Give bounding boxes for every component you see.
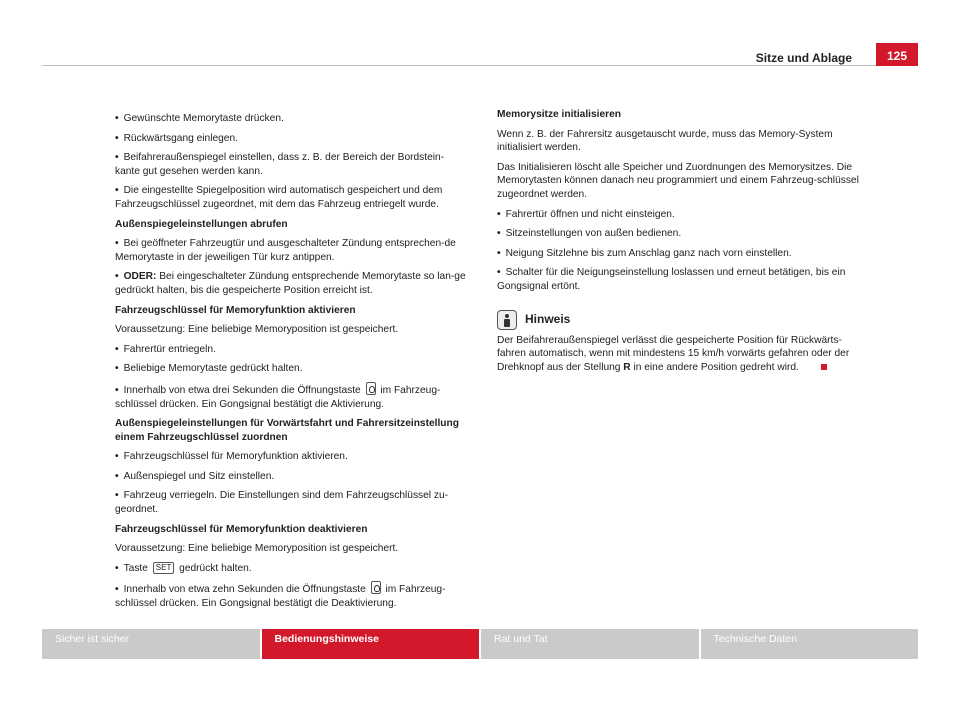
list-item: • Fahrertür öffnen und nicht einsteigen.	[497, 208, 675, 220]
list-item: • Fahrzeug verriegeln. Die Einstellungen sind dem Fahrzeugschlüssel zu-geordnet.	[115, 490, 449, 516]
list-item: • Gewünschte Memorytaste drücken.	[115, 113, 284, 124]
paragraph: Wenn z. B. der Fahrersitz ausgetauscht wurde, muss das Memory-System initialisiert werden.	[497, 128, 833, 154]
tab-bedienungshinweise[interactable]: Bedienungshinweise	[262, 629, 480, 659]
paragraph: Das Initialisieren löscht alle Speicher und Zuordnungen des Memorysitzes. Die Memorytasten können danach neu programmiert und einem Fahrzeug-schlüssel zugeordnet werden.	[497, 161, 859, 200]
list-item: • Sitzeinstellungen von außen bedienen.	[497, 228, 682, 240]
list-item: • ODER: Bei eingeschalteter Zündung entsprechende Memorytaste so lan-ge gedrückt halten, bis die gespeicherte Position erreicht ist.	[115, 271, 466, 296]
list-item: • Beifahreraußenspiegel einstellen, dass z. B. der Bereich der Bordstein-kante gut gesehen werden kann.	[115, 152, 445, 177]
footer-nav	[42, 629, 918, 659]
list-item: • Rückwärtsgang einlegen.	[115, 132, 238, 144]
subheading: Memorysitze initialisieren	[497, 109, 621, 120]
tab-sicher-ist-sicher[interactable]: Sicher ist sicher	[42, 629, 260, 659]
header-rule	[42, 65, 918, 66]
subheading: Außenspiegeleinstellungen abrufen	[115, 218, 288, 230]
tab-technische-daten[interactable]: Technische Daten	[701, 629, 919, 659]
page-number-badge: 125	[876, 43, 918, 66]
info-icon	[497, 310, 517, 330]
set-key-label: SET	[153, 562, 175, 574]
list-item: • Fahrertür entriegeln.	[115, 343, 216, 355]
unlock-key-icon	[366, 382, 376, 395]
list-item: • Neigung Sitzlehne bis zum Anschlag ganz nach vorn einstellen.	[497, 247, 792, 259]
section-title: Sitze und Ablage	[755, 51, 852, 65]
right-column	[497, 106, 859, 380]
list-item: • Innerhalb von etwa drei Sekunden die Öffnungstaste im Fahrzeug-schlüssel drücken. Ein Gongsignal bestätigt die Aktivierung.	[115, 382, 467, 411]
list-item: • Beliebige Memorytaste gedrückt halten.	[115, 363, 303, 375]
list-item: • Außenspiegel und Sitz einstellen.	[115, 470, 275, 482]
note-title: Hinweis	[525, 311, 571, 326]
list-item: • Die eingestellte Spiegelposition wird automatisch gespeichert und dem Fahrzeugschlüssel zugeordnet, mit dem das Fahrzeug entriegelt wurde.	[115, 185, 443, 210]
subheading: Fahrzeugschlüssel für Memoryfunktion aktivieren	[115, 304, 356, 316]
paragraph: Voraussetzung: Eine beliebige Memoryposition ist gespeichert.	[115, 324, 399, 336]
list-item: • Innerhalb von etwa zehn Sekunden die Öffnungstaste im Fahrzeug-schlüssel drücken. Ein Gongsignal bestätigt die Deaktivierung.	[115, 581, 467, 610]
note-text: Der Beifahreraußenspiegel verlässt die gespeicherte Position für Rückwärts-fahren automatisch, wenn mit mindestens 15 km/h vorwärts gefahren oder der Drehknopf aus der Stellung R in eine andere Position gedreht wird.	[497, 334, 850, 373]
list-item: • Taste SET gedrückt halten.	[115, 562, 252, 574]
paragraph: Voraussetzung: Eine beliebige Memoryposition ist gespeichert.	[115, 543, 399, 555]
subheading: Außenspiegeleinstellungen für Vorwärtsfahrt und Fahrersitzeinstellung einem Fahrzeugschlüssel zuordnen	[115, 418, 459, 443]
unlock-key-icon	[371, 581, 381, 594]
note-header	[497, 310, 859, 330]
list-item: • Schalter für die Neigungseinstellung loslassen und erneut betätigen, bis ein Gongsignal ertönt.	[497, 267, 846, 292]
list-item: • Fahrzeugschlüssel für Memoryfunktion aktivieren.	[115, 451, 348, 463]
left-column	[115, 112, 467, 617]
end-mark-icon	[821, 364, 827, 370]
tab-rat-und-tat[interactable]: Rat und Tat	[481, 629, 699, 659]
subheading: Fahrzeugschlüssel für Memoryfunktion deaktivieren	[115, 523, 368, 535]
list-item: • Bei geöffneter Fahrzeugtür und ausgeschalteter Zündung entsprechen-de Memorytaste in der jeweiligen Tür kurz antippen.	[115, 238, 456, 263]
